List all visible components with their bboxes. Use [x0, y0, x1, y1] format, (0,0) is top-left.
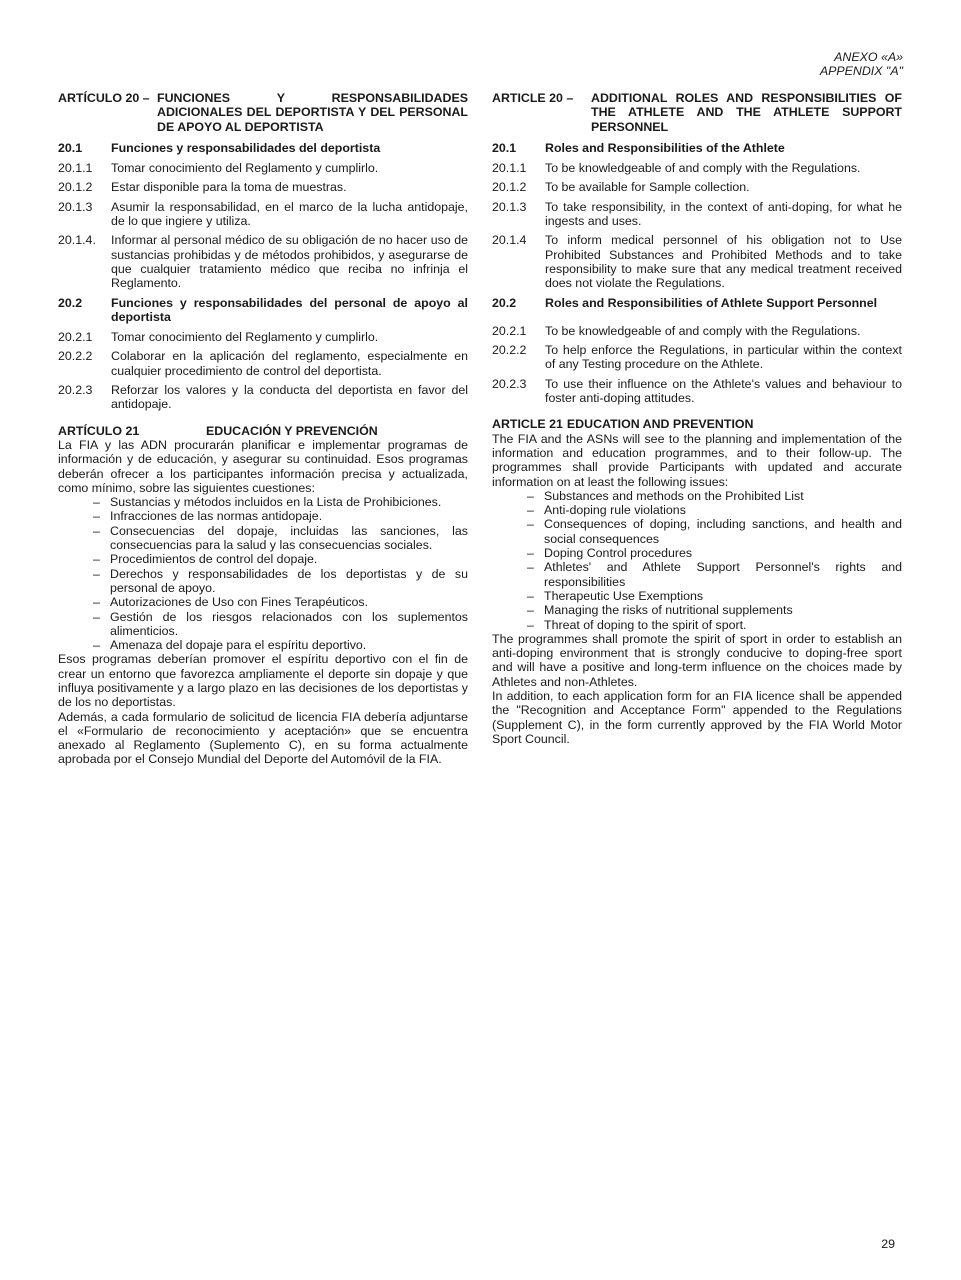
- clause-number: 20.1.4: [492, 233, 527, 248]
- clause-20-1-1: [58, 161, 468, 175]
- article-number: ARTICLE 20 –: [492, 91, 574, 105]
- clause-number: 20.2.2: [58, 349, 93, 364]
- clause-number: 20.1.3: [492, 199, 527, 214]
- section-20-2: [492, 296, 902, 310]
- header-annex-es: ANEXO «A»: [834, 50, 903, 64]
- clause-text: To use their influence on the Athlete's values and behaviour to foster anti-doping attitudes.: [545, 376, 902, 406]
- clause-20-2-2: [58, 349, 468, 378]
- clause-20-1-3: [58, 200, 468, 229]
- list-item-text: Consequences of doping, including sanctions, and health and social consequences: [544, 517, 902, 546]
- clause-number: 20.1.1: [58, 161, 93, 176]
- article-21-paragraph-2: Esos programas deberían promover el espíritu deportivo con el fin de crear un entorno que favorezca ampliamente el deporte sin dopaje y que influya positivamente y a largo plazo en las decisiones de los deportistas y de los no deportistas.: [58, 652, 468, 710]
- section-20-2: [58, 296, 468, 325]
- list-item-text: Consecuencias del dopaje, incluidas las sanciones, las consecuencias para la salud y las consecuencias sociales.: [110, 523, 468, 553]
- clause-number: 20.2.1: [492, 323, 527, 338]
- clause-number: 20.1.2: [58, 180, 93, 195]
- section-number: 20.1: [492, 140, 517, 155]
- clause-text: Tomar conocimiento del Reglamento y cumplirlo.: [111, 330, 379, 345]
- header-appendix-en: APPENDIX "A": [819, 64, 903, 79]
- clause-text: Tomar conocimiento del Reglamento y cumplirlo.: [111, 161, 379, 176]
- list-item-text: Anti-doping rule violations: [544, 503, 686, 518]
- list-item-text: Threat of doping to the spirit of sport.: [544, 617, 747, 632]
- list-item-text: Substances and methods on the Prohibited List: [544, 488, 804, 503]
- section-title: Roles and Responsibilities of the Athlete: [545, 140, 785, 155]
- clause-number: 20.2.3: [492, 376, 527, 391]
- clause-number: 20.1.3: [58, 199, 93, 214]
- clause-text: Asumir la responsabilidad, en el marco de la lucha antidopaje, de lo que ingiere y utiliza.: [111, 199, 468, 229]
- list-item: – Derechos y responsabilidades de los deportistas y de su personal de apoyo.: [93, 566, 468, 595]
- english-column: [492, 91, 902, 746]
- list-item: – Threat of doping to the spirit of sport.: [492, 618, 902, 632]
- clause-number: 20.1.1: [492, 161, 527, 176]
- clause-number: 20.1.2: [492, 180, 527, 195]
- list-item: – Anti-doping rule violations: [492, 503, 902, 517]
- clause-20-2-1: [58, 330, 468, 344]
- list-item-text: Procedimientos de control del dopaje.: [110, 552, 318, 567]
- list-item-text: Sustancias y métodos incluidos en la Lista de Prohibiciones.: [110, 495, 442, 510]
- list-item: – Autorizaciones de Uso con Fines Terapéuticos.: [58, 595, 468, 609]
- clause-20-1-2: [492, 180, 902, 194]
- list-item: – Infracciones de las normas antidopaje.: [58, 509, 468, 523]
- list-item-text: Infracciones de las normas antidopaje.: [110, 509, 323, 524]
- section-title: Roles and Responsibilities of Athlete Support Personnel: [545, 295, 878, 310]
- article-number: ARTÍCULO 21: [58, 423, 140, 438]
- clause-text: To be knowledgeable of and comply with the Regulations.: [545, 161, 861, 176]
- spanish-column: [58, 91, 468, 767]
- clause-20-1-1: [492, 161, 902, 175]
- clause-text: To inform medical personnel of his obligation not to Use Prohibited Substances and Prohibited Methods and to take responsibility to make sure that any medical treatment received does not violate the Regulations.: [545, 233, 902, 291]
- article-title: FUNCIONES Y RESPONSABILIDADES ADICIONALES DEL DEPORTISTA Y DEL PERSONAL DE APOYO AL DEPORTISTA: [157, 91, 468, 134]
- article-21-heading: [58, 424, 468, 438]
- list-item: – Doping Control procedures: [492, 546, 902, 560]
- section-20-1: [58, 141, 468, 155]
- clause-text: Estar disponible para la toma de muestras.: [111, 180, 347, 195]
- clause-20-2-2: [492, 343, 902, 372]
- clause-text: To take responsibility, in the context of anti-doping, for what he ingests and uses.: [545, 199, 902, 229]
- clause-20-1-4: [58, 233, 468, 290]
- list-item: – Gestión de los riesgos relacionados con los suplementos alimenticios.: [93, 609, 468, 638]
- topics-list: [58, 495, 468, 652]
- clause-text: Reforzar los valores y la conducta del deportista en favor del antidopaje.: [111, 383, 468, 412]
- list-item: – Therapeutic Use Exemptions: [492, 589, 902, 603]
- list-item-text: Amenaza del dopaje para el espíritu deportivo.: [110, 638, 367, 653]
- clause-number: 20.2.2: [492, 343, 527, 358]
- list-item-text: Derechos y responsabilidades de los deportistas y de su personal de apoyo.: [110, 566, 468, 595]
- clause-number: 20.2.3: [58, 383, 93, 398]
- article-20-heading: [492, 91, 902, 134]
- section-20-1: [492, 141, 902, 155]
- article-21-heading: [492, 417, 902, 431]
- list-item: – Sustancias y métodos incluidos en la Lista de Prohibiciones.: [58, 495, 468, 509]
- article-20-heading: [58, 91, 468, 134]
- clause-20-1-3: [492, 200, 902, 229]
- topics-list: [492, 489, 902, 632]
- clause-20-2-3: [58, 383, 468, 412]
- list-item-text: Autorizaciones de Uso con Fines Terapéuticos.: [110, 595, 369, 610]
- clause-text: Informar al personal médico de su obligación de no hacer uso de sustancias prohibidas y de métodos prohibidos, y asegurarse de que cualquier tratamiento médico que reciba no infrinja el Reglamento.: [111, 233, 468, 291]
- page-header: [820, 50, 903, 79]
- article-title: EDUCACIÓN Y PREVENCIÓN: [206, 423, 378, 438]
- clause-20-1-2: [58, 180, 468, 194]
- article-title: EDUCATION AND PREVENTION: [566, 417, 754, 432]
- section-title: Funciones y responsabilidades del personal de apoyo al deportista: [111, 295, 468, 324]
- clause-number: 20.2.1: [58, 330, 93, 345]
- clause-text: To be available for Sample collection.: [545, 180, 750, 195]
- list-item: – Athletes' and Athlete Support Personnel's rights and responsibilities: [527, 560, 902, 589]
- list-item-text: Doping Control procedures: [544, 546, 693, 561]
- list-item: – Consecuencias del dopaje, incluidas las sanciones, las consecuencias para la salud y las consecuencias sociales.: [93, 523, 468, 553]
- list-item-text: Athletes' and Athlete Support Personnel's rights and responsibilities: [544, 560, 902, 589]
- list-item-text: Therapeutic Use Exemptions: [544, 588, 704, 603]
- section-number: 20.2: [492, 295, 517, 310]
- list-item: – Procedimientos de control del dopaje.: [58, 552, 468, 566]
- article-21-intro: The FIA and the ASNs will see to the planning and implementation of the information and education programmes, and to their follow-up. The programmes shall provide Participants with updated and accurate information on at least the following issues:: [492, 431, 902, 489]
- clause-text: To be knowledgeable of and comply with the Regulations.: [545, 323, 861, 338]
- article-21-paragraph-2: The programmes shall promote the spirit of sport in order to establish an anti-doping environment that is strongly conducive to doping-free sport and will have a positive and long-term influence on the choices made by Athletes and non-Athletes.: [492, 631, 902, 689]
- list-item-text: Managing the risks of nutritional supplements: [544, 603, 793, 618]
- page-number: 29: [881, 1237, 895, 1251]
- article-21-paragraph-3: Además, a cada formulario de solicitud de licencia FIA debería adjuntarse el «Formulario de reconocimiento y aceptación» que se encuentra anexado al Reglamento (Suplemento C), en su forma actualmente aprobada por el Consejo Mundial del Deporte del Automóvil de la FIA.: [58, 709, 468, 767]
- section-title: Funciones y responsabilidades del deportista: [111, 140, 381, 155]
- clause-20-2-1: [492, 324, 902, 338]
- article-21-paragraph-3: In addition, to each application form for an FIA licence shall be appended the "Recognition and Acceptance Form" appended to the Regulations (Supplement C), in the form currently approved by the FIA World Motor Sport Council.: [492, 688, 902, 746]
- article-number: ARTICLE 21: [492, 417, 563, 432]
- article-21-intro: La FIA y las ADN procurarán planificar e implementar programas de información y de educación, y asegurar su continuidad. Esos programas deberán ofrecer a los participantes información precisa y actualizada, como mínimo, sobre las siguientes cuestiones:: [58, 437, 468, 495]
- article-number: ARTÍCULO 20 –: [58, 91, 150, 105]
- list-item: – Managing the risks of nutritional supplements: [492, 603, 902, 617]
- section-number: 20.1: [58, 140, 83, 155]
- article-title: ADDITIONAL ROLES AND RESPONSIBILITIES OF THE ATHLETE AND THE ATHLETE SUPPORT PERSONNEL: [591, 91, 902, 134]
- list-item: – Consequences of doping, including sanctions, and health and social consequences: [527, 517, 902, 546]
- list-item-text: Gestión de los riesgos relacionados con los suplementos alimenticios.: [110, 609, 468, 638]
- list-item: – Amenaza del dopaje para el espíritu deportivo.: [58, 638, 468, 652]
- clause-20-1-4: [492, 233, 902, 290]
- clause-text: Colaborar en la aplicación del reglamento, especialmente en cualquier procedimiento de control del deportista.: [111, 349, 468, 378]
- clause-number: 20.1.4.: [58, 233, 96, 248]
- section-number: 20.2: [58, 295, 83, 310]
- list-item: – Substances and methods on the Prohibited List: [492, 489, 902, 503]
- clause-20-2-3: [492, 377, 902, 406]
- clause-text: To help enforce the Regulations, in particular within the context of any Testing procedure on the Athlete.: [545, 343, 902, 372]
